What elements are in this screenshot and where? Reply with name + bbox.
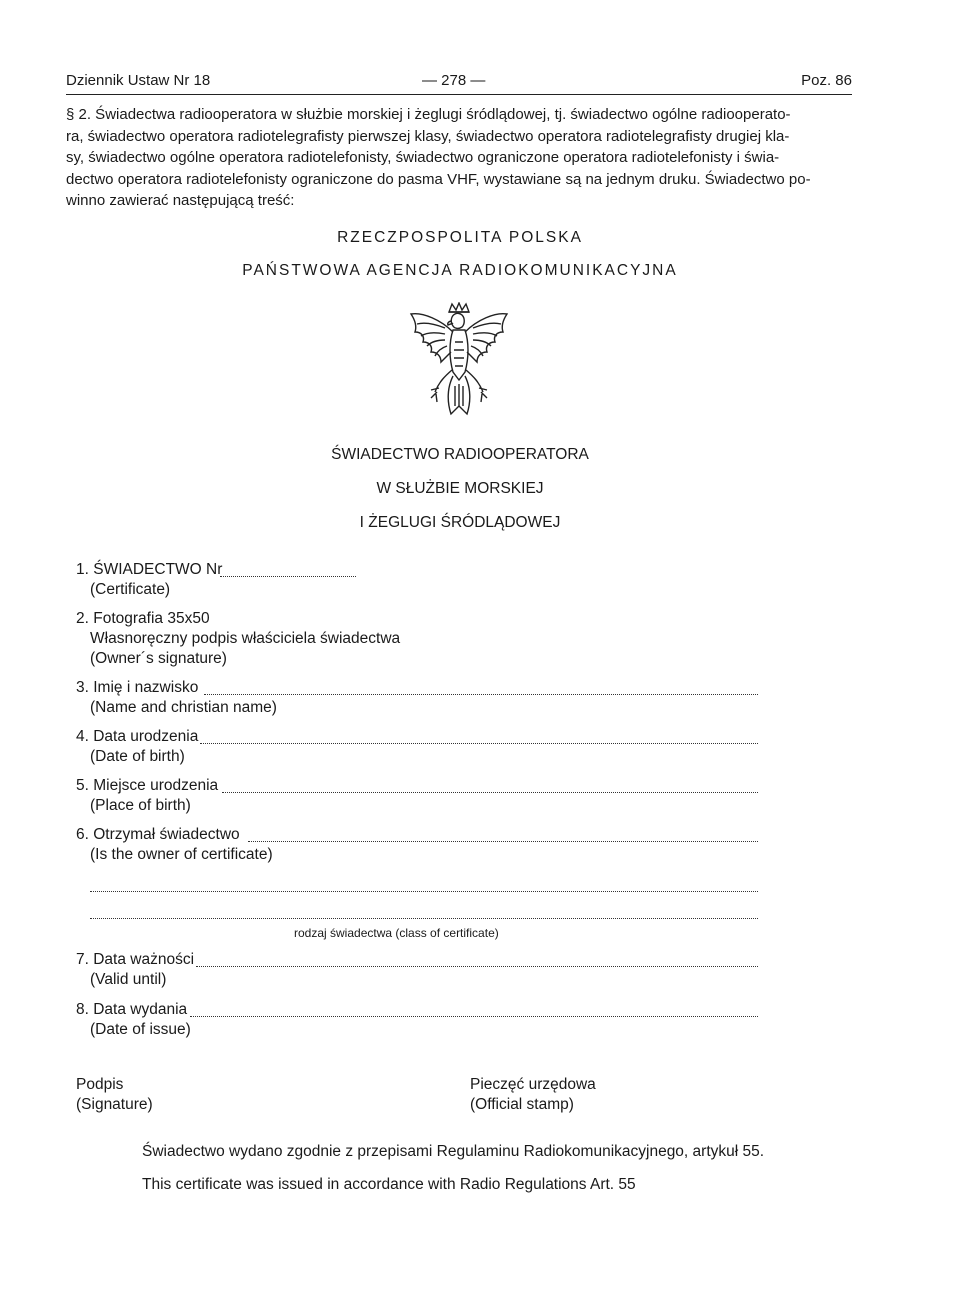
certificate-class-input-line-1[interactable] [90,891,758,892]
field-label: 7. Data ważności [76,951,195,968]
valid-until-input[interactable] [196,966,758,967]
certificate-title: ŚWIADECTWO RADIOOPERATORA [331,446,589,463]
intro-line: ra, świadectwo operatora radiotelegrafisty pierwszej klasy, świadectwo operatora radiotelegrafisty drugiej kla- [66,127,790,145]
field-sublabel: (Valid until) [90,971,167,988]
stamp-label-en: (Official stamp) [470,1096,574,1113]
field-sublabel: (Owner´s signature) [90,650,227,667]
date-of-birth-input[interactable] [200,743,758,744]
country-heading: RZECZPOSPOLITA POLSKA [337,229,583,246]
field-sublabel: (Date of birth) [90,748,185,765]
field-sublabel: (Name and christian name) [90,699,277,716]
intro-line: sy, świadectwo ogólne operatora radiotelefonisty, świadectwo ograniczone operatora radiotelefonisty i świa- [66,149,780,166]
certificate-number-input[interactable] [220,576,356,577]
certificate-class-note: rodzaj świadectwa (class of certificate) [294,926,499,940]
field-label: 1. ŚWIADECTWO Nr [76,561,223,578]
intro-line: dectwo operatora radiotelefonisty ograniczone do pasma VHF, wystawiane są na jednym druku. Świadectwo po- [66,170,811,188]
field-label: 3. Imię i nazwisko [76,679,199,696]
field-sublabel: (Date of issue) [90,1021,191,1038]
page-header [66,72,852,95]
intro-line: winno zawierać następującą treść: [66,192,295,209]
place-of-birth-input[interactable] [222,792,758,793]
position-number: Poz. 86 [801,72,852,89]
intro-line: § 2. Świadectwa radiooperatora w służbie morskiej i żeglugi śródlądowej, tj. świadectwo ogólne radiooperato- [66,106,791,123]
field-certificate-received [76,825,273,865]
field-date-of-birth [76,727,198,767]
issuance-note-pl: Świadectwo wydano zgodnie z przepisami Regulaminu Radiokomunikacyjnego, artykuł 55. [142,1143,765,1160]
intro-paragraph [66,104,852,212]
field-label: 4. Data urodzenia [76,728,199,745]
signature-label: Podpis [76,1076,124,1093]
certificate-subtitle-maritime: W SŁUŻBIE MORSKIEJ [376,480,544,497]
stamp-label: Pieczęć urzędowa [470,1076,596,1093]
field-name [76,678,277,718]
signature-block [76,1075,153,1115]
field-sublabel: (Place of birth) [90,797,191,814]
certificate-class-input-line-2[interactable] [90,918,758,919]
certificate-subtitle-inland: I ŻEGLUGI ŚRÓDLĄDOWEJ [359,514,561,531]
field-date-of-issue [76,1000,191,1040]
field-sublabel: (Is the owner of certificate) [90,846,273,863]
issuance-note-en: This certificate was issued in accordance with Radio Regulations Art. 55 [142,1176,636,1193]
agency-heading: PAŃSTWOWA AGENCJA RADIOKOMUNIKACYJNA [242,262,678,279]
certificate-received-input[interactable] [248,841,758,842]
stamp-block [470,1075,596,1115]
field-place-of-birth [76,776,218,816]
journal-name: Dziennik Ustaw Nr 18 [66,72,211,89]
field-valid-until [76,950,194,990]
field-label: 8. Data wydania [76,1001,188,1018]
eagle-emblem-icon [405,302,513,422]
page-number: — 278 — [422,72,486,89]
field-certificate-number [76,560,222,600]
field-label: 6. Otrzymał świadectwo [76,826,240,843]
field-label: 5. Miejsce urodzenia [76,777,219,794]
signature-label-en: (Signature) [76,1096,153,1113]
field-photo-signature [76,609,400,669]
field-line: Własnoręczny podpis właściciela świadectwa [90,630,401,647]
date-of-issue-input[interactable] [190,1016,758,1017]
name-input[interactable] [204,694,758,695]
field-label: 2. Fotografia 35x50 [76,610,210,627]
field-sublabel: (Certificate) [90,581,171,598]
